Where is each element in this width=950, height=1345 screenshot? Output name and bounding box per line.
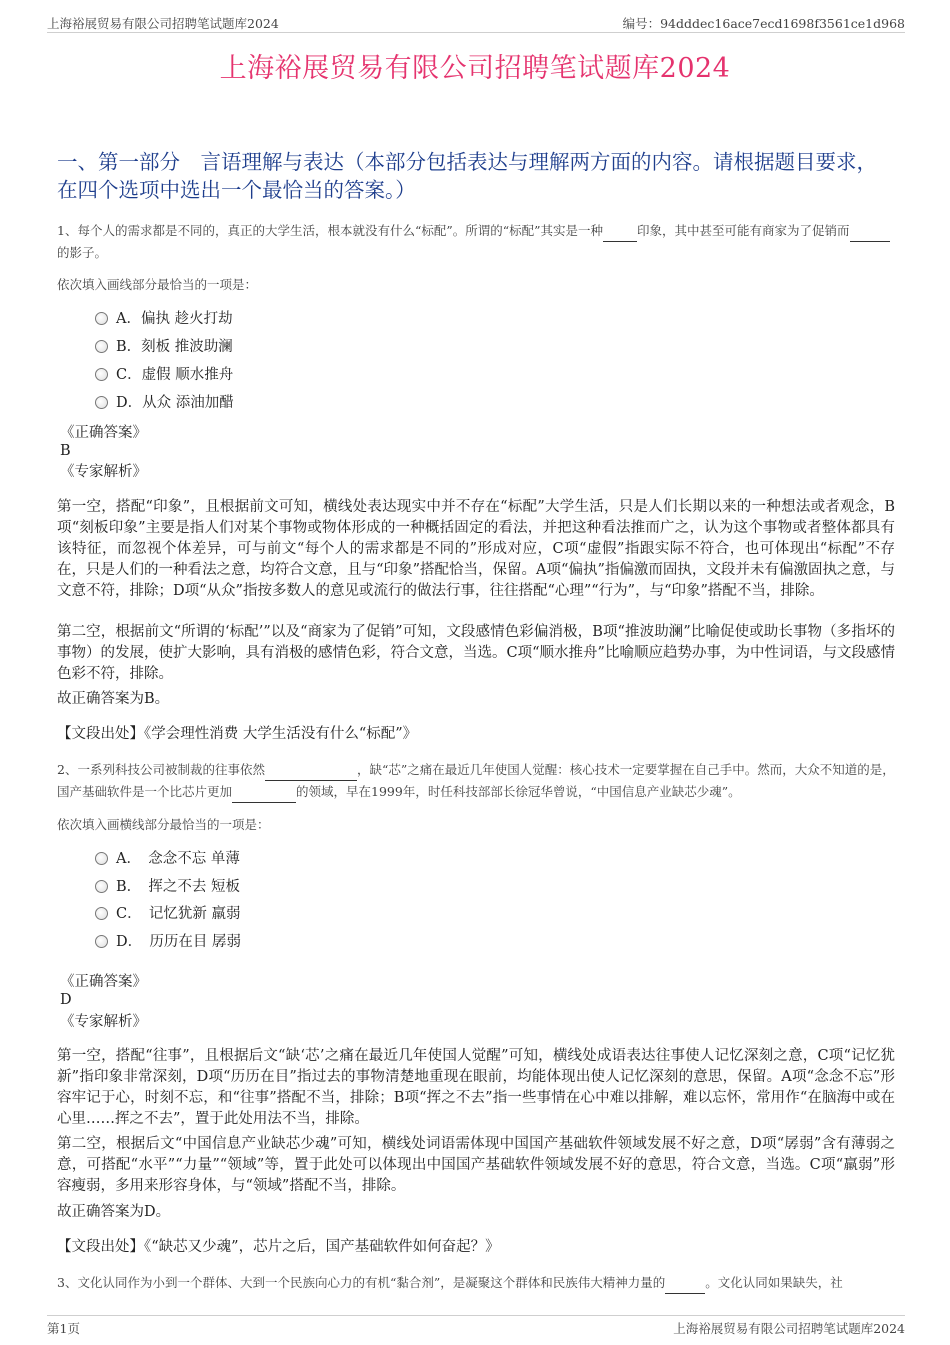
q2-analysis-label: 《专家解析》 xyxy=(60,1014,147,1030)
question-2-prompt: 依次填入画横线部分最恰当的一项是： xyxy=(57,817,270,832)
q1-option-a[interactable]: A．偏执 趁火打劫 xyxy=(95,309,233,329)
q2-analysis-p1: 第一空，搭配“往事”，且根据后文“缺‘芯’之痛在最近几年使国人觉醒”可知，横线处成语表达往事使人记忆深刻之意，C项“记忆犹新”指印象非常深刻，D项“历历在目”指过去的事物清楚地重现在眼前，均能体现出使人记忆深刻的意思，保留。A项“念念不忘”形容牢记于心，时刻不忘，和“往事”搭配不当，排除；B项“挥之不去”指一些事情在心中难以排解，难以忘怀，常用作“在脑海中或在心里……挥之不去”，置于此处用法不当，排除。 xyxy=(57,1048,895,1127)
page-footer xyxy=(47,1315,905,1336)
q1-answer: B xyxy=(60,443,71,459)
footer-doc-title: 上海裕展贸易有限公司招聘笔试题库2024 xyxy=(673,1321,905,1336)
question-1-stem: 1、每个人的需求都是不同的，真正的大学生活，根本就没有什么“标配”。所谓的“标配”其实是一种 印象，其中甚至可能有商家为了促销而 的影子。 xyxy=(57,220,900,263)
question-3-stem: 3、文化认同作为小到一个群体、大到一个民族向心力的有机“黏合剂”，是凝聚这个群体和民族伟大精神力量的 。文化认同如果缺失，社 xyxy=(57,1272,900,1294)
header-doc-title: 上海裕展贸易有限公司招聘笔试题库2024 xyxy=(47,16,279,31)
q2-option-a[interactable]: A． 念念不忘 单薄 xyxy=(95,849,240,869)
blank-line xyxy=(265,759,357,781)
q1-analysis-p1: 第一空，搭配“印象”，且根据前文可知，横线处表达现实中并不存在“标配”大学生活，只是人们长期以来的一种想法或者观念，B项“刻板印象”主要是指人们对某个事物或物体形成的一种概括固定的看法，并把这种看法推而广之，认为这个事物或者整体都具有该特征，而忽视个体差异，可与前文“每个人的需求都是不同的”形成对应，C项“虚假”指跟实际不符合，也可体现出“标配”不存在，只是人们的一种看法之意，均符合文意，且与“印象”搭配恰当，保留。A项“偏执”指偏激而固执，文段并未有偏激固执之意，与文意不符，排除；D项“从众”指按多数人的意见或流行的做法行事，往往搭配“心理”“行为”，与“印象”搭配不当，排除。 xyxy=(57,499,895,599)
blank-line xyxy=(850,220,890,242)
radio-icon[interactable] xyxy=(95,312,108,325)
q1-analysis-p3: 故正确答案为B。 xyxy=(57,691,170,707)
q2-answer: D xyxy=(60,992,72,1008)
page-title: 上海裕展贸易有限公司招聘笔试题库2024 xyxy=(219,53,731,84)
section-heading: 一、第一部分 言语理解与表达（本部分包括表达与理解两方面的内容。请根据题目要求，在四个选项中选出一个最恰当的答案。） xyxy=(57,150,877,202)
blank-line xyxy=(665,1272,705,1294)
q2-option-d[interactable]: D． 历历在目 孱弱 xyxy=(95,932,241,952)
radio-icon[interactable] xyxy=(95,368,108,381)
radio-icon[interactable] xyxy=(95,907,108,920)
q1-answer-label: 《正确答案》 xyxy=(60,425,147,441)
q2-analysis-p3: 故正确答案为D。 xyxy=(57,1204,171,1220)
q1-analysis-label: 《专家解析》 xyxy=(60,464,147,480)
page-header xyxy=(47,14,905,33)
q1-option-d[interactable]: D．从众 添油加醋 xyxy=(95,393,234,413)
radio-icon[interactable] xyxy=(95,935,108,948)
q1-option-b[interactable]: B．刻板 推波助澜 xyxy=(95,337,233,357)
q2-answer-label: 《正确答案》 xyxy=(60,974,147,990)
question-2-stem: 2、一系列科技公司被制裁的往事依然 ，缺“芯”之痛在最近几年使国人觉醒：核心技术一定要掌握在自己手中。然而，大众不知道的是，国产基础软件是一个比芯片更加 的领域，早在1999年，时任科技部部长徐冠华曾说，“中国信息产业缺芯少魂”。 xyxy=(57,759,900,803)
page-number: 第1页 xyxy=(47,1321,80,1336)
q1-option-c[interactable]: C．虚假 顺水推舟 xyxy=(95,365,233,385)
q2-option-c[interactable]: C． 记忆犹新 羸弱 xyxy=(95,904,240,924)
q2-option-b[interactable]: B． 挥之不去 短板 xyxy=(95,877,240,897)
blank-line xyxy=(232,781,296,803)
radio-icon[interactable] xyxy=(95,880,108,893)
q1-analysis-p2: 第二空，根据前文“所谓的‘标配’”以及“商家为了促销”可知，文段感情色彩偏消极，B项“推波助澜”比喻促使或助长事物（多指坏的事物）的发展，使扩大影响，具有消极的感情色彩，符合文意，当选。C项“顺水推舟”比喻顺应趋势办事，为中性词语，与文段感情色彩不符，排除。 xyxy=(57,624,895,682)
radio-icon[interactable] xyxy=(95,340,108,353)
question-1-prompt: 依次填入画线部分最恰当的一项是： xyxy=(57,277,258,292)
radio-icon[interactable] xyxy=(95,852,108,865)
q2-source: 【文段出处】《“缺芯又少魂”，芯片之后，国产基础软件如何奋起？》 xyxy=(57,1239,500,1255)
radio-icon[interactable] xyxy=(95,396,108,409)
q1-source: 【文段出处】《学会理性消费 大学生活没有什么“标配”》 xyxy=(57,726,418,742)
header-doc-id: 编号：94dddec16ace7ecd1698f3561ce1d968 xyxy=(622,16,905,31)
blank-line xyxy=(603,220,637,242)
q2-analysis-p2: 第二空，根据后文“中国信息产业缺芯少魂”可知，横线处词语需体现中国国产基础软件领域发展不好之意，D项“孱弱”含有薄弱之意，可搭配“水平”“力量”“领域”等，置于此处可以体现出中国国产基础软件领域发展不好的意思，符合文意，当选。C项“羸弱”形容瘦弱，多用来形容身体，与“领域”搭配不当，排除。 xyxy=(57,1136,895,1194)
